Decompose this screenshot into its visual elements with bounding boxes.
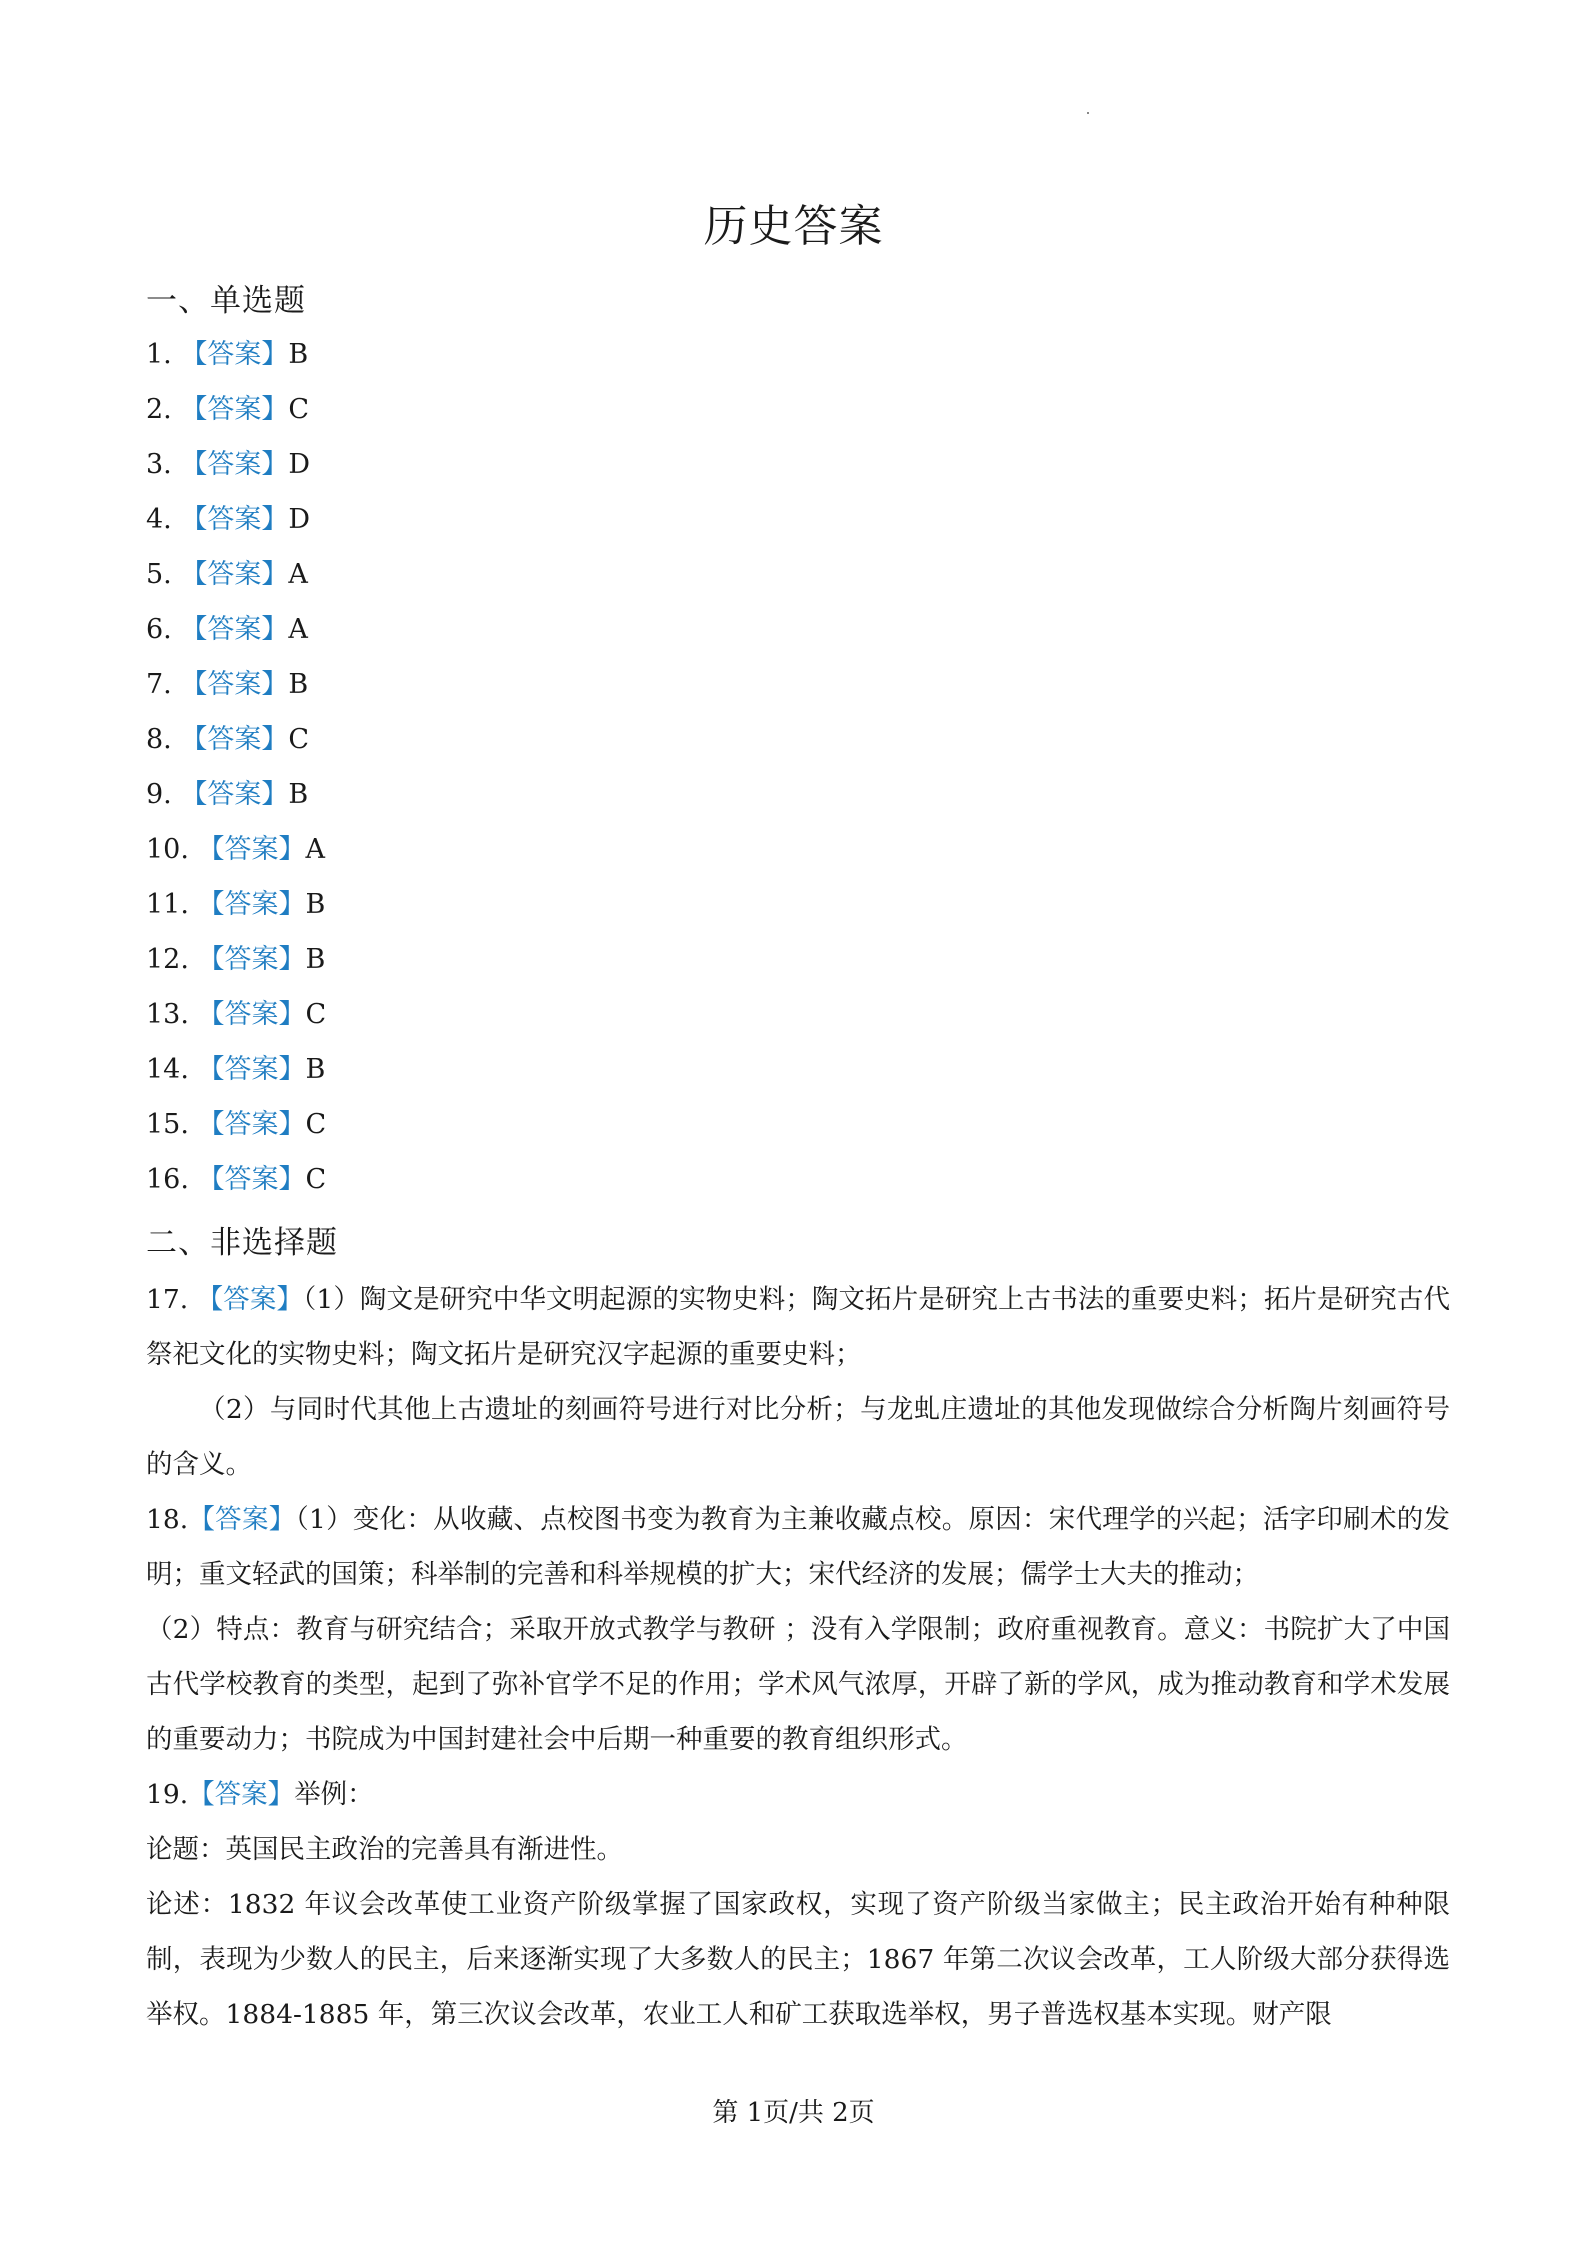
question-18-part1-text: （1）变化：从收藏、点校图书变为教育为主兼收藏点校。原因：宋代理学的兴起；活字印刷术的发明；重文轻武的国策；科举制的完善和科举规模的扩大；宋代经济的发展；儒学士大夫的推动； (146, 1504, 1450, 1590)
question-18-part1 (146, 1492, 1450, 1602)
question-number: 11. (146, 889, 189, 920)
answer-tag: 【答案】 (180, 779, 289, 810)
answer-tag: 【答案】 (180, 614, 289, 645)
question-18-answer (146, 1492, 1450, 1767)
section-heading-non-choice: 二、非选择题 (146, 1225, 338, 1261)
question-19-lead (146, 1767, 1450, 1822)
answer-letter: A (288, 559, 308, 590)
answer-item (146, 610, 326, 665)
answer-letter: B (288, 339, 309, 370)
answer-item (146, 555, 326, 610)
question-number: 6. (146, 614, 172, 645)
question-17-answer (146, 1272, 1450, 1492)
answer-item (146, 830, 326, 885)
answer-item (146, 940, 326, 995)
answer-tag: 【答案】 (197, 834, 306, 865)
question-number: 19. (146, 1779, 189, 1810)
question-number: 4. (146, 504, 172, 535)
answer-tag: 【答案】 (180, 394, 289, 425)
answer-item (146, 1160, 326, 1215)
answer-item (146, 775, 326, 830)
answer-letter: B (288, 779, 309, 810)
answer-letter: D (288, 449, 311, 480)
answer-letter: C (305, 999, 327, 1030)
answer-tag: 【答案】 (197, 889, 306, 920)
question-number: 3. (146, 449, 172, 480)
answer-letter: C (305, 1164, 327, 1195)
single-choice-answer-list (146, 335, 326, 1215)
answer-letter: C (305, 1109, 327, 1140)
answer-letter: A (305, 834, 326, 865)
question-19-thesis: 论题：英国民主政治的完善具有渐进性。 (146, 1834, 623, 1865)
section-heading-single-choice: 一、单选题 (146, 283, 306, 319)
answer-item (146, 445, 326, 500)
answer-letter: D (288, 504, 311, 535)
answer-letter: C (288, 394, 310, 425)
question-19-answer (146, 1767, 1450, 2042)
question-17-part2: （2）与同时代其他上古遗址的刻画符号进行对比分析；与龙虬庄遗址的其他发现做综合分析陶片刻画符号的含义。 (146, 1394, 1450, 1480)
page-title: 历史答案 (703, 201, 884, 252)
question-17-part1-text: （1）陶文是研究中华文明起源的实物史料；陶文拓片是研究上古书法的重要史料；拓片是研究古代祭祀文化的实物史料；陶文拓片是研究汉字起源的重要史料； (146, 1284, 1450, 1370)
answer-letter: C (288, 724, 310, 755)
answer-item (146, 995, 326, 1050)
answer-letter: B (305, 1054, 326, 1085)
answer-item (146, 885, 326, 940)
answer-item (146, 1050, 326, 1105)
question-number: 12. (146, 944, 189, 975)
question-number: 14. (146, 1054, 189, 1085)
question-number: 9. (146, 779, 172, 810)
answer-tag: 【答案】 (180, 724, 289, 755)
question-number: 16. (146, 1164, 189, 1195)
question-17-part1 (146, 1272, 1450, 1382)
answer-letter: A (288, 614, 308, 645)
question-number: 2. (146, 394, 172, 425)
answer-letter: B (288, 669, 309, 700)
scan-dot (1087, 112, 1089, 114)
answer-item (146, 665, 326, 720)
answer-tag: 【答案】 (180, 449, 289, 480)
question-number: 5. (146, 559, 172, 590)
question-19-argument: 论述：1832 年议会改革使工业资产阶级掌握了国家政权，实现了资产阶级当家做主；民主政治开始有种种限制，表现为少数人的民主，后来逐渐实现了大多数人的民主；1867 年第二次议会改革，工人阶级大部分获得选举权。1884-1885 年，第三次议会改革，农业工人和矿工获取选举权，男子普选权基本实现。财产限 (146, 1889, 1450, 2030)
answer-tag: 【答案】 (180, 504, 289, 535)
answer-item (146, 500, 326, 555)
answer-tag: 【答案】 (196, 1284, 304, 1315)
answer-item (146, 390, 326, 445)
answer-tag: 【答案】 (197, 944, 306, 975)
answer-item (146, 1105, 326, 1160)
answer-item (146, 335, 326, 390)
answer-tag: 【答案】 (180, 669, 289, 700)
answer-tag: 【答案】 (197, 1109, 306, 1140)
question-number: 8. (146, 724, 172, 755)
question-number: 1. (146, 339, 172, 370)
question-number: 13. (146, 999, 189, 1030)
answer-item (146, 720, 326, 775)
question-number: 15. (146, 1109, 189, 1140)
answer-letter: B (305, 944, 326, 975)
answer-tag: 【答案】 (197, 1164, 306, 1195)
answer-tag: 【答案】 (188, 1504, 296, 1535)
question-number: 17. (146, 1284, 189, 1315)
answer-tag: 【答案】 (197, 1054, 306, 1085)
question-number: 18. (146, 1504, 189, 1535)
answer-tag: 【答案】 (180, 559, 289, 590)
page-footer: 第 1页/共 2页 (712, 2098, 875, 2128)
question-number: 7. (146, 669, 172, 700)
question-18-part2: （2）特点：教育与研究结合；采取开放式教学与教研 ；没有入学限制；政府重视教育。意义：书院扩大了中国古代学校教育的类型，起到了弥补官学不足的作用；学术风气浓厚，开辟了新的学风，成为推动教育和学术发展的重要动力；书院成为中国封建社会中后期一种重要的教育组织形式。 (146, 1614, 1450, 1755)
answer-tag: 【答案】 (188, 1779, 295, 1810)
question-number: 10. (146, 834, 189, 865)
answer-tag: 【答案】 (180, 339, 289, 370)
answer-letter: B (305, 889, 326, 920)
answer-tag: 【答案】 (197, 999, 306, 1030)
question-19-lead-text: 举例： (294, 1779, 374, 1810)
